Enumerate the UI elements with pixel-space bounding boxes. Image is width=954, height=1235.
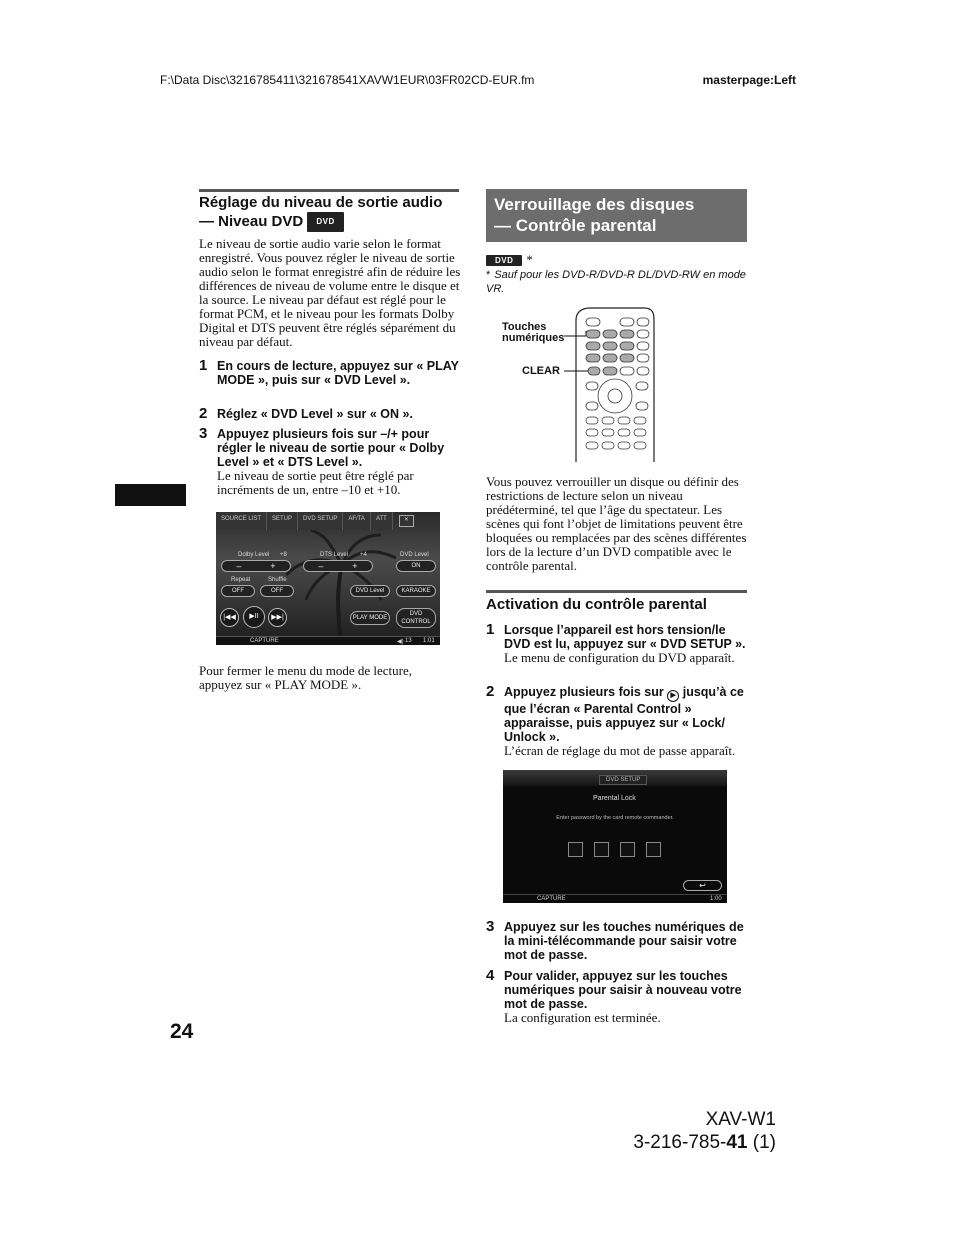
clock: 1:00: [710, 896, 722, 902]
dolby-minus-button[interactable]: –: [236, 561, 242, 571]
section-title-line2: — Niveau DVD: [199, 212, 304, 230]
dolby-stepper: [221, 560, 291, 572]
model-code: [633, 1108, 776, 1154]
dvd-badge-line: [486, 251, 533, 269]
password-prompt: Enter password by the card remote commander.: [556, 815, 674, 821]
step-note: L’écran de réglage du mot de passe apparaît.: [504, 743, 736, 758]
step-instruction: Appuyez plusieurs fois sur –/+ pour régler le niveau de sortie pour « Dolby Level » et « DTS Level ».: [217, 427, 445, 469]
asterisk: *: [526, 252, 533, 267]
back-icon[interactable]: ↩: [683, 880, 722, 891]
dvd-badge: DVD: [307, 212, 343, 232]
masterpage-label: masterpage:Left: [702, 73, 796, 87]
tab-dvd-setup[interactable]: DVD SETUP: [599, 775, 647, 785]
code-suffix: (1): [747, 1132, 776, 1153]
step-number: 4: [486, 967, 495, 984]
password-digit-1: [568, 842, 583, 857]
remote-label-numeric: [502, 322, 564, 344]
speaker-icon: ◀): [397, 639, 404, 645]
password-digit-4: [646, 842, 661, 857]
play-circle-icon: ▶: [667, 690, 679, 702]
play-mode-screen: [216, 512, 440, 645]
section-rule: [199, 189, 459, 192]
repeat-off-button[interactable]: OFF: [221, 585, 255, 597]
dvd-control-button[interactable]: [396, 608, 436, 628]
dts-level-value: +4: [360, 552, 367, 558]
step-text: [504, 685, 747, 758]
footnote-text: Sauf pour les DVD-R/DVD-R DL/DVD-RW en mode VR.: [486, 269, 746, 295]
intro-paragraph: Le niveau de sortie audio varie selon le format enregistré. Vous pouvez régler le niveau de sortie audio selon le format enregistré afin de réduire les différences de niveau de volume entre le disque et la source. Le niveau par défaut est réglé pour le format PCM, et le niveau pour les formats Dolby Digital et DTS peuvent être réglés séparément du niveau par défaut.: [199, 236, 461, 349]
tab-dvd-setup[interactable]: DVD SETUP: [298, 512, 343, 530]
step-number: 2: [486, 683, 495, 700]
banner-line1: Verrouillage des disques: [494, 195, 695, 214]
step-number: 3: [199, 425, 208, 442]
tab-att[interactable]: ATT: [371, 512, 393, 530]
next-track-icon[interactable]: ▶▶|: [268, 608, 287, 627]
password-digit-2: [594, 842, 609, 857]
subsection-rule: [486, 590, 747, 593]
remote-control-illustration: [560, 306, 660, 466]
parental-lock-title: Parental Lock: [593, 795, 636, 802]
code-bold: 41: [726, 1132, 748, 1153]
tab-af-ta[interactable]: AF/TA: [343, 512, 371, 530]
step-text: En cours de lecture, appuyez sur « PLAY MODE », puis sur « DVD Level ».: [217, 359, 459, 387]
tab-source-list[interactable]: SOURCE LIST: [216, 512, 267, 530]
closing-paragraph: Pour fermer le menu du mode de lecture, appuyez sur « PLAY MODE ».: [199, 663, 412, 692]
capture-label: CAPTURE: [537, 896, 566, 902]
step-text: [504, 969, 747, 1025]
step-number: 2: [199, 405, 208, 422]
previous-track-icon[interactable]: |◀◀: [220, 608, 239, 627]
step-instruction-a: Appuyez plusieurs fois sur: [504, 685, 664, 699]
step-text: [217, 427, 460, 497]
shuffle-off-button[interactable]: OFF: [260, 585, 294, 597]
dts-stepper: [303, 560, 373, 572]
subsection-title: Activation du contrôle parental: [486, 596, 707, 613]
code-prefix: 3-216-785-: [633, 1132, 727, 1153]
model-name: XAV-W1: [705, 1109, 776, 1130]
step-note: La configuration est terminée.: [504, 1010, 661, 1025]
file-path: F:\Data Disc\3216785411\321678541XAVW1EUR\03FR02CD-EUR.fm: [160, 73, 535, 87]
banner-line2: — Contrôle parental: [494, 216, 657, 235]
dvd-badge: DVD: [486, 255, 522, 266]
play-mode-button[interactable]: PLAY MODE: [350, 611, 390, 625]
section-banner: [486, 189, 747, 242]
section-title: [199, 194, 464, 232]
step-text: Appuyez sur les touches numériques de la mini-télécommande pour saisir votre mot de passe.: [504, 920, 744, 962]
status-bar: [216, 636, 440, 645]
step-instruction: Lorsque l’appareil est hors tension/le DVD est lu, appuyez sur « DVD SETUP ».: [504, 623, 746, 651]
step-number: 1: [486, 621, 495, 638]
footnote-marker: *: [486, 269, 491, 281]
remote-label-clear: CLEAR: [522, 365, 560, 377]
clock: 1:01: [423, 638, 435, 644]
remote-label-line2: numériques: [502, 332, 565, 344]
step-number: 3: [486, 918, 495, 935]
dolby-level-value: +8: [280, 552, 287, 558]
dvd-level-button[interactable]: DVD Level: [350, 585, 390, 597]
dts-plus-button[interactable]: +: [352, 561, 358, 571]
chapter-tab: [115, 484, 186, 506]
status-bar: [503, 894, 727, 903]
remote-label-line1: Touches: [502, 321, 547, 333]
dts-minus-button[interactable]: –: [318, 561, 324, 571]
dts-level-label: DTS Level: [320, 552, 349, 558]
dolby-level-label: Dolby Level: [238, 552, 270, 558]
screen-tabs: [216, 512, 440, 530]
footnote: [486, 268, 748, 296]
step-note: Le menu de configuration du DVD apparaît.: [504, 650, 735, 665]
dvd-control-line1: DVD: [409, 611, 423, 617]
parental-intro-paragraph: Vous pouvez verrouiller un disque ou définir des restrictions de lecture selon un niveau prédéterminé, tel que l’âge du spectateur. Les scènes qui font l’objet de limitations peuvent être bloquées ou remplacées par des scènes différentes lors de la lecture d’un DVD compatible avec le contrôle parental.: [486, 474, 747, 573]
tab-setup[interactable]: SETUP: [267, 512, 298, 530]
play-pause-icon[interactable]: ▶II: [243, 606, 265, 628]
page-number: 24: [170, 1020, 194, 1043]
karaoke-button[interactable]: KARAOKE: [396, 585, 436, 597]
parental-lock-screen: [503, 770, 727, 903]
dvd-level-on-button[interactable]: ON: [396, 560, 436, 572]
step-text: [504, 623, 747, 665]
step-instruction-b: jusqu’à ce que l’écran « Parental Control » apparaisse, puis appuyez sur « Lock/ Unlock ».: [504, 685, 744, 744]
dvd-control-line2: CONTROL: [401, 619, 431, 625]
step-note: Le niveau de sortie peut être réglé par incréments de un, entre –10 et +10.: [217, 468, 414, 497]
password-digit-3: [620, 842, 635, 857]
volume-value: 13: [405, 638, 412, 644]
repeat-label: Repeat: [231, 577, 251, 583]
step-number: 1: [199, 357, 208, 374]
dolby-plus-button[interactable]: +: [270, 561, 276, 571]
section-title-line1: Réglage du niveau de sortie audio: [199, 194, 443, 211]
shuffle-label: Shuffle: [268, 577, 287, 583]
step-instruction: Pour valider, appuyez sur les touches numériques pour saisir à nouveau votre mot de passe.: [504, 969, 742, 1011]
dvd-level-label: DVD Level: [400, 552, 429, 558]
capture-label: CAPTURE: [250, 638, 279, 644]
step-text: Réglez « DVD Level » sur « ON ».: [217, 407, 413, 421]
close-icon[interactable]: ✕: [399, 515, 414, 527]
